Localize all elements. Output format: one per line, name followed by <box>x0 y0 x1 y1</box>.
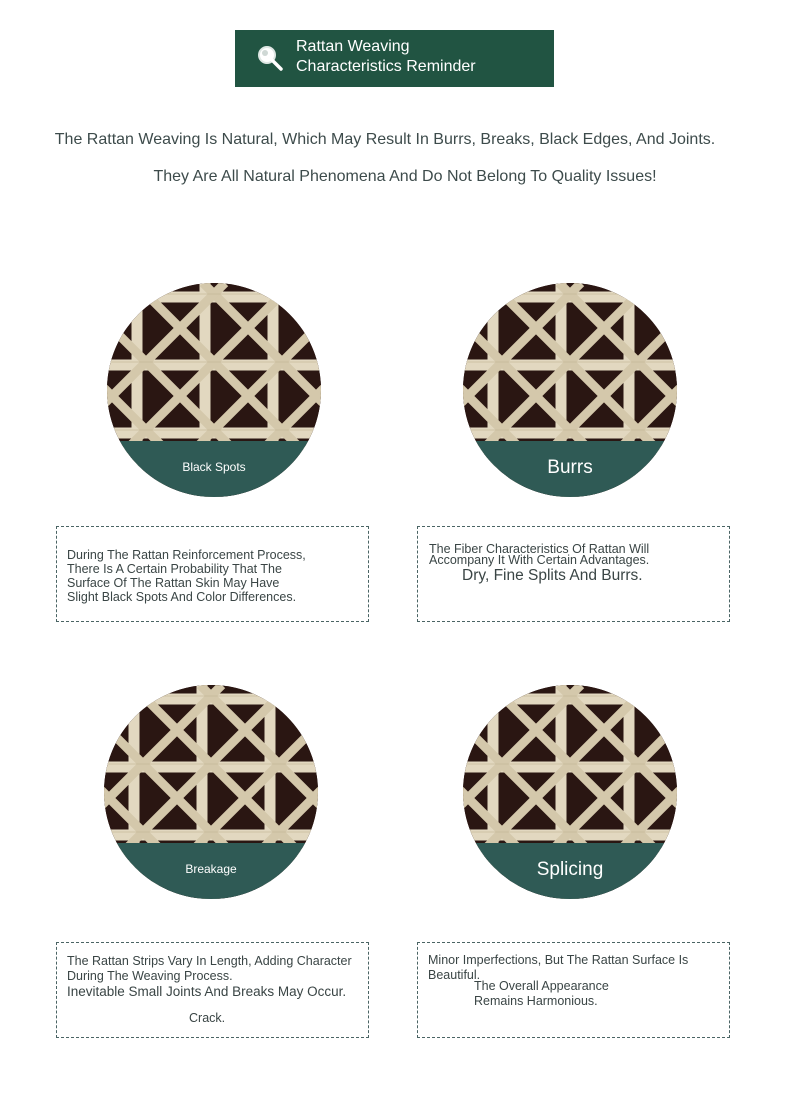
intro-line-2: They Are All Natural Phenomena And Do Not Belong To Quality Issues! <box>153 168 657 185</box>
card-label-burrs: Burrs <box>547 457 593 478</box>
magnifier-icon <box>255 43 285 73</box>
rattan-photo-breakage <box>104 685 318 899</box>
card-label-breakage: Breakage <box>185 862 237 876</box>
header-banner <box>235 30 554 87</box>
banner-title-line1: Rattan Weaving <box>296 38 410 55</box>
desc-line: During The Rattan Reinforcement Process, <box>67 548 306 562</box>
desc-line: The Fiber Characteristics Of Rattan Will <box>429 542 650 556</box>
desc-line: Beautiful. <box>428 968 481 982</box>
card-label-splicing: Splicing <box>536 859 604 880</box>
desc-line: The Overall Appearance <box>474 979 609 993</box>
banner-title-line2: Characteristics Reminder <box>296 58 476 75</box>
desc-line: There Is A Certain Probability That The <box>67 562 282 576</box>
desc-line: Remains Harmonious. <box>474 994 598 1008</box>
description-box-splicing <box>417 942 730 1038</box>
card-label-band <box>463 441 677 497</box>
description-box-breakage <box>56 942 369 1038</box>
description-box-black-spots <box>56 526 369 622</box>
rattan-photo-burrs <box>463 283 677 497</box>
desc-line: Crack. <box>189 1011 226 1025</box>
desc-line: Dry, Fine Splits And Burrs. <box>462 567 643 584</box>
rattan-photo-black-spots <box>107 283 321 497</box>
rattan-photo-splicing <box>463 685 677 899</box>
card-label-black-spots: Black Spots <box>182 460 246 474</box>
desc-line: Inevitable Small Joints And Breaks May Occur. <box>67 984 347 999</box>
desc-line: Accompany It With Certain Advantages. <box>429 553 650 567</box>
card-label-band <box>104 843 318 899</box>
desc-line: The Rattan Strips Vary In Length, Adding Character <box>67 954 352 968</box>
desc-line: Minor Imperfections, But The Rattan Surface Is <box>428 953 689 967</box>
description-box-burrs <box>417 526 730 622</box>
desc-line: Surface Of The Rattan Skin May Have <box>67 576 280 590</box>
desc-line: During The Weaving Process. <box>67 969 233 983</box>
card-label-band <box>107 441 321 497</box>
intro-line-1: The Rattan Weaving Is Natural, Which May Result In Burrs, Breaks, Black Edges, And Joints. <box>54 131 716 148</box>
card-label-band <box>463 843 677 899</box>
desc-line: Slight Black Spots And Color Differences. <box>67 590 297 604</box>
